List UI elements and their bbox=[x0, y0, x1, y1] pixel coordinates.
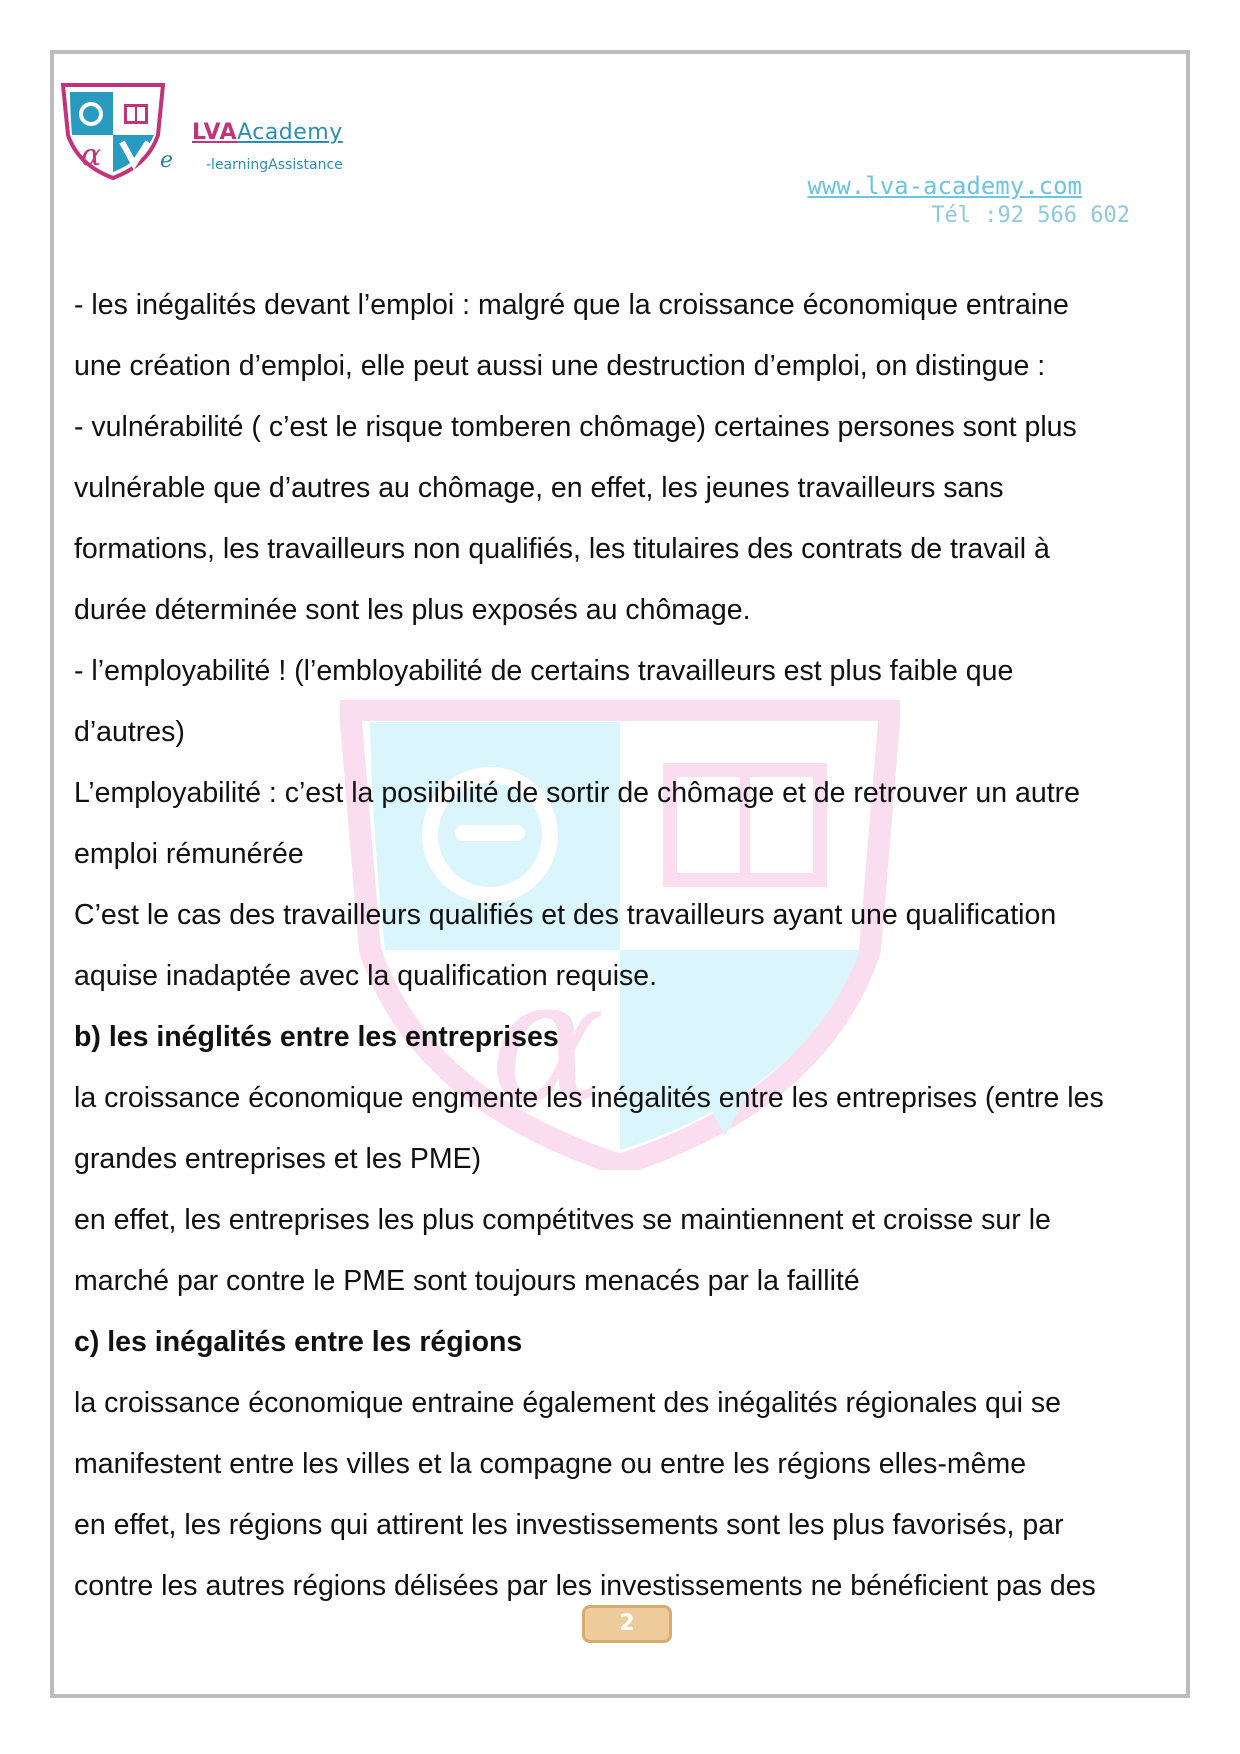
paragraph-line: formations, les travailleurs non qualifiés, les titulaires des contrats de travail à bbox=[74, 533, 1050, 565]
shield-logo-icon bbox=[58, 80, 168, 180]
brand-academy: Academy bbox=[237, 120, 343, 145]
brand-prefix-letter: e bbox=[160, 148, 174, 173]
paragraph-line: en effet, les entreprises les plus compétitves se maintiennent et croisse sur le bbox=[74, 1204, 1051, 1236]
document-body bbox=[74, 275, 1184, 1617]
paragraph-line: durée déterminée sont les plus exposés au chômage. bbox=[74, 594, 751, 626]
paragraph-line: une création d’emploi, elle peut aussi une destruction d’emploi, on distingue : bbox=[74, 350, 1046, 382]
phone-number: Tél :92 566 602 bbox=[931, 203, 1130, 228]
section-heading: b) les inéglités entre les entreprises bbox=[74, 1021, 559, 1053]
brand-lva: LVA bbox=[192, 120, 238, 145]
paragraph-line: - l’employabilité ! (l’embloyabilité de certains travailleurs est plus faible que bbox=[74, 655, 1014, 687]
paragraph-line: la croissance économique entraine également des inégalités régionales qui se bbox=[74, 1387, 1062, 1419]
paragraph-line: manifestent entre les villes et la compagne ou entre les régions elles-même bbox=[74, 1448, 1027, 1480]
paragraph-line: emploi rémunérée bbox=[74, 838, 304, 870]
brand-subtitle: -learningAssistance bbox=[206, 157, 343, 173]
paragraph-line: la croissance économique engmente les inégalités entre les entreprises (entre les bbox=[74, 1082, 1104, 1114]
paragraph-line: grandes entreprises et les PME) bbox=[74, 1143, 482, 1175]
section-heading: c) les inégalités entre les régions bbox=[74, 1326, 523, 1358]
page-number: 2 bbox=[582, 1605, 672, 1643]
paragraph-line: en effet, les régions qui attirent les investissements sont les plus favorisés, par bbox=[74, 1509, 1064, 1541]
logo bbox=[58, 80, 168, 180]
watermark-alpha: α bbox=[490, 943, 605, 1141]
paragraph-line: aquise inadaptée avec la qualification requise. bbox=[74, 960, 658, 992]
paragraph-line: C’est le cas des travailleurs qualifiés et des travailleurs ayant une qualification bbox=[74, 899, 1057, 931]
website-link[interactable]: www.lva-academy.com bbox=[807, 172, 1082, 200]
paragraph-line: - les inégalités devant l’emploi : malgré que la croissance économique entraine bbox=[74, 289, 1069, 321]
paragraph-line: L’employabilité : c’est la posiibilité de sortir de chômage et de retrouver un autre bbox=[74, 777, 1080, 809]
brand-name bbox=[192, 120, 343, 145]
paragraph-line: d’autres) bbox=[74, 716, 185, 748]
paragraph-line: marché par contre le PME sont toujours menacés par la faillité bbox=[74, 1265, 860, 1297]
paragraph-line: - vulnérabilité ( c’est le risque tomberen chômage) certaines persones sont plus bbox=[74, 411, 1077, 443]
paragraph-line: vulnérable que d’autres au chômage, en effet, les jeunes travailleurs sans bbox=[74, 472, 1004, 504]
logo-alpha: α bbox=[81, 138, 102, 173]
paragraph-line: contre les autres régions délisées par les investissements ne bénéficient pas des bbox=[74, 1570, 1096, 1602]
